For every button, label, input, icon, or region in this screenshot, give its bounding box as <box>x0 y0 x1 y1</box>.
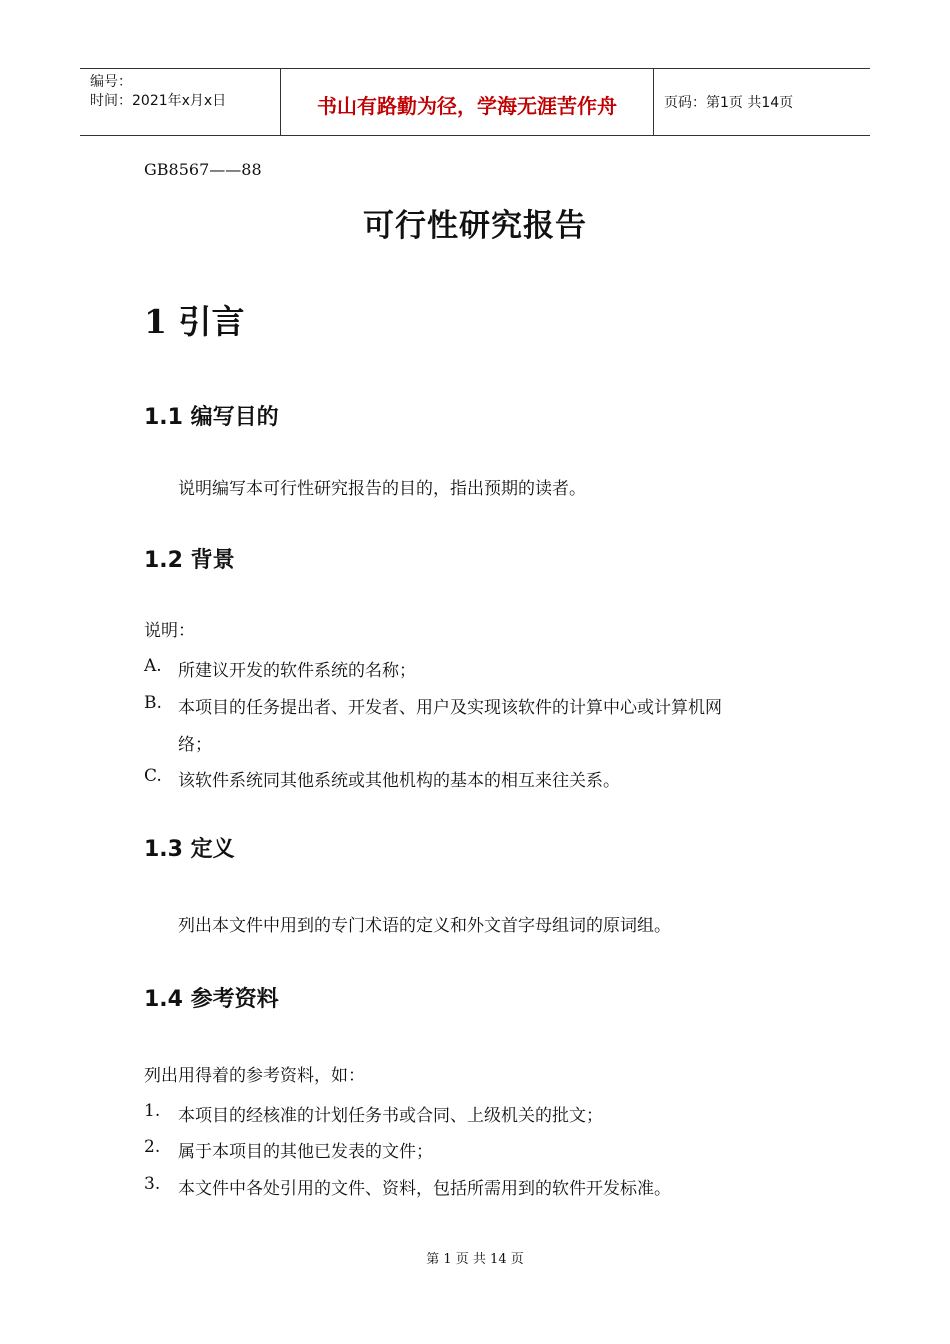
header-number-label: 编号： <box>90 74 132 90</box>
header-motto: 书山有路勤为径，学海无涯苦作舟 <box>281 69 654 135</box>
header-meta-cell <box>80 69 281 135</box>
list-text: 本文件中各处引用的文件、资料，包括所需用到的软件开发标准。 <box>178 1179 671 1199</box>
header-page-info: 页码：第1页 共14页 <box>664 95 794 111</box>
header-time-label: 时间：2021年x月x日 <box>90 93 227 109</box>
list-marker: 2. <box>144 1137 161 1157</box>
standard-code: GB8567——88 <box>144 160 262 179</box>
page-footer: 第 1 页 共 14 页 <box>426 1252 524 1267</box>
list-text-continuation: 络； <box>178 735 212 755</box>
section-1-4-heading: 1.4 参考资料 <box>144 987 279 1012</box>
section-1-4-intro: 列出用得着的参考资料，如： <box>144 1066 365 1086</box>
list-text: 属于本项目的其他已发表的文件； <box>178 1142 433 1162</box>
list-marker: B. <box>144 693 162 713</box>
section-1-1-heading: 1.1 编写目的 <box>144 405 279 430</box>
list-text: 本项目的经核准的计划任务书或合同、上级机关的批文； <box>178 1106 603 1126</box>
list-text: 本项目的任务提出者、开发者、用户及实现该软件的计算中心或计算机网 <box>178 698 722 718</box>
list-marker: C. <box>144 766 162 786</box>
section-1-heading: 1 引言 <box>144 302 245 341</box>
section-1-2-heading: 1.2 背景 <box>144 548 235 573</box>
list-text: 所建议开发的软件系统的名称； <box>178 661 416 681</box>
section-1-3-heading: 1.3 定义 <box>144 837 235 862</box>
document-title: 可行性研究报告 <box>363 208 587 244</box>
list-marker: 1. <box>144 1101 161 1121</box>
section-1-2-intro: 说明： <box>144 621 195 641</box>
page-header <box>80 68 870 136</box>
section-1-1-body: 说明编写本可行性研究报告的目的，指出预期的读者。 <box>178 479 586 499</box>
list-text: 该软件系统同其他系统或其他机构的基本的相互来往关系。 <box>178 771 620 791</box>
section-1-3-body: 列出本文件中用到的专门术语的定义和外文首字母组词的原词组。 <box>178 916 671 936</box>
list-marker: 3. <box>144 1174 161 1194</box>
list-marker: A. <box>144 656 162 676</box>
